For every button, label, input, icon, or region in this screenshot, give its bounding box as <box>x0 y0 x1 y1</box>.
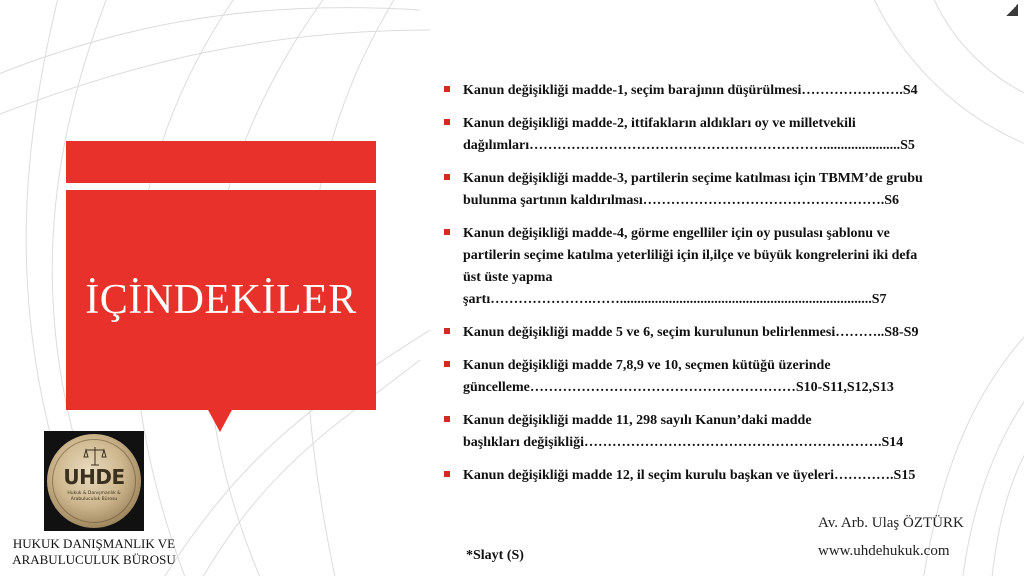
logo-subtitle: Hukuk & Danışmanlık & Arabuluculuk Bürosu <box>67 491 121 502</box>
toc-item-line: Kanun değişikliği madde-4, görme engelliler için oy pusulası şablonu ve <box>463 226 890 241</box>
page-title: İÇİNDEKİLER <box>85 277 357 323</box>
footnote: *Slayt (S) <box>466 548 524 563</box>
title-accent-bar <box>66 141 376 183</box>
uhde-logo <box>44 431 144 531</box>
toc-item <box>444 410 999 454</box>
toc-item <box>444 168 999 212</box>
square-bullet-icon <box>444 471 450 477</box>
logo-wordmark: UHDE <box>63 465 125 489</box>
toc-item-line: Kanun değişikliği madde-2, ittifakların aldıkları oy ve milletvekili <box>463 116 856 131</box>
title-callout-pointer <box>207 408 233 432</box>
toc-item-line: Kanun değişikliği madde-3, partilerin seçime katılması için TBMM’de grubu <box>463 171 923 186</box>
toc-item-line: dağılımları………………………………………………………......................S5 <box>463 138 915 153</box>
toc-item-line: şartı………………….……........................................................................S7 <box>463 292 887 307</box>
toc-item-line: başlıkları değişikliği……………………………………………………….S14 <box>463 435 904 450</box>
toc-item-line: Kanun değişikliği madde 5 ve 6, seçim kurulunun belirlenmesi………..S8-S9 <box>463 325 919 340</box>
toc-item-line: bulunma şartının kaldırılması…………………………………………….S6 <box>463 193 900 208</box>
square-bullet-icon <box>444 416 450 422</box>
toc-item <box>444 223 999 311</box>
toc-item-line: güncelleme…………………………………………………S10-S11,S12,S13 <box>463 380 894 395</box>
square-bullet-icon <box>444 328 450 334</box>
corner-triangle-decoration <box>1006 4 1018 16</box>
square-bullet-icon <box>444 86 450 92</box>
firm-name-line: ARABULUCULUK BÜROSU <box>12 552 176 567</box>
square-bullet-icon <box>444 361 450 367</box>
toc-item-line: Kanun değişikliği madde 12, il seçim kurulu başkan ve üyeleri………….S15 <box>463 468 916 483</box>
firm-name <box>4 536 184 568</box>
toc-item <box>444 465 999 487</box>
square-bullet-icon <box>444 119 450 125</box>
toc-item <box>444 80 999 102</box>
toc-item <box>444 322 999 344</box>
scales-of-justice-icon <box>82 445 108 467</box>
table-of-contents <box>444 80 999 498</box>
author-name: Av. Arb. Ulaş ÖZTÜRK <box>818 515 964 531</box>
firm-name-line: HUKUK DANIŞMANLIK VE <box>12 536 176 551</box>
website-link[interactable]: www.uhdehukuk.com <box>818 543 950 559</box>
square-bullet-icon <box>444 229 450 235</box>
toc-item-line: Kanun değişikliği madde 11, 298 sayılı Kanun’daki madde <box>463 413 812 428</box>
toc-item-line: üst üste yapma <box>463 270 553 285</box>
toc-item <box>444 113 999 157</box>
toc-item-line: Kanun değişikliği madde 7,8,9 ve 10, seçmen kütüğü üzerinde <box>463 358 831 373</box>
toc-item <box>444 355 999 399</box>
toc-item-line: Kanun değişikliği madde-1, seçim barajının düşürülmesi………………….S4 <box>463 83 918 98</box>
square-bullet-icon <box>444 174 450 180</box>
toc-item-line: partilerin seçime katılma yeterliliği için il,ilçe ve büyük kongrelerini iki defa <box>463 248 918 263</box>
